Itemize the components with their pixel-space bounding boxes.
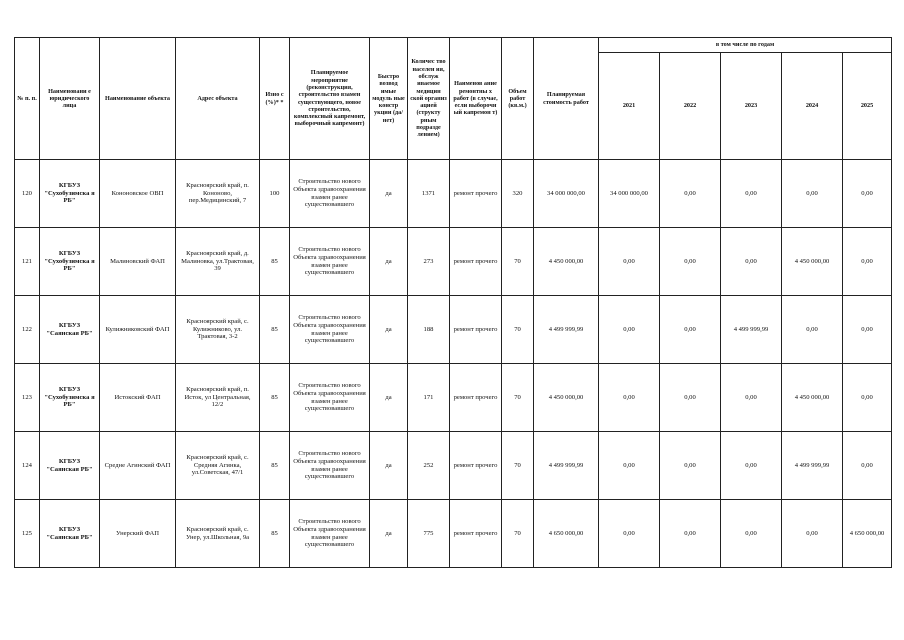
cell-2022: 0,00 [660, 160, 721, 228]
cell-address: Красноярский край, с. Кулижниково, ул. Трактовая, 3-2 [176, 296, 260, 364]
cell-2022: 0,00 [660, 432, 721, 500]
col-year-header: 2024 [782, 53, 843, 160]
cell-address: Красноярский край, п. Исток, ул Центральная, 12/2 [176, 364, 260, 432]
cell-planned: Строительство нового Объекта здравоохранения взамен ранее существовавшего [290, 500, 370, 568]
cell-cost: 4 499 999,99 [534, 296, 599, 364]
col-year-header: 2022 [660, 53, 721, 160]
cell-2025: 4 650 000,00 [843, 500, 892, 568]
cell-2024: 0,00 [782, 500, 843, 568]
cell-repair: ремонт прочего [450, 296, 502, 364]
cell-volume: 70 [502, 228, 534, 296]
cell-legal-entity: КГБУЗ "Сухобузимска я РБ" [40, 160, 100, 228]
cell-2025: 0,00 [843, 296, 892, 364]
cell-modular: да [370, 160, 408, 228]
cell-planned: Строительство нового Объекта здравоохранения взамен ранее существовавшего [290, 364, 370, 432]
cell-2022: 0,00 [660, 500, 721, 568]
cell-planned: Строительство нового Объекта здравоохранения взамен ранее существовавшего [290, 432, 370, 500]
cell-2024: 4 499 999,99 [782, 432, 843, 500]
cell-repair: ремонт прочего [450, 500, 502, 568]
col-year-header: 2021 [599, 53, 660, 160]
cell-object: Кулижниковский ФАП [100, 296, 176, 364]
cell-planned: Строительство нового Объекта здравоохранения взамен ранее существовавшего [290, 296, 370, 364]
cell-number: 123 [15, 364, 40, 432]
cell-population: 188 [408, 296, 450, 364]
table-row [15, 296, 892, 364]
cell-cost: 4 450 000,00 [534, 228, 599, 296]
col-cost-header: Планируемая стоимость работ [534, 38, 599, 160]
col-number-header: № п. п. [15, 38, 40, 160]
cell-repair: ремонт прочего [450, 228, 502, 296]
cell-2023: 0,00 [721, 364, 782, 432]
col-modular-header: Быстро возвод имые модуль ные констр укции (да/нет) [370, 38, 408, 160]
cell-wear: 85 [260, 296, 290, 364]
cell-number: 121 [15, 228, 40, 296]
cell-2021: 0,00 [599, 228, 660, 296]
cell-2021: 0,00 [599, 432, 660, 500]
cell-repair: ремонт прочего [450, 160, 502, 228]
cell-cost: 34 000 000,00 [534, 160, 599, 228]
table-body [15, 160, 892, 568]
table-row [15, 500, 892, 568]
col-population-header: Количес тво населен ия, обслуж иваемое медицин ской организ ацией (структу рным подразде лением) [408, 38, 450, 160]
cell-2022: 0,00 [660, 228, 721, 296]
col-volume-header: Объем работ (кв.м.) [502, 38, 534, 160]
cell-2024: 4 450 000,00 [782, 228, 843, 296]
cell-legal-entity: КГБУЗ "Сухобузимска я РБ" [40, 228, 100, 296]
cell-wear: 100 [260, 160, 290, 228]
table-header [15, 38, 892, 160]
cell-2023: 0,00 [721, 228, 782, 296]
cell-population: 252 [408, 432, 450, 500]
cell-volume: 70 [502, 296, 534, 364]
cell-modular: да [370, 500, 408, 568]
col-repair-type-header: Наименов ание ремонтны х работ (в случае, если выборочн ый капремон т) [450, 38, 502, 160]
table-row [15, 228, 892, 296]
cell-repair: ремонт прочего [450, 432, 502, 500]
cell-cost: 4 499 999,99 [534, 432, 599, 500]
cell-modular: да [370, 228, 408, 296]
cell-number: 120 [15, 160, 40, 228]
cell-wear: 85 [260, 364, 290, 432]
cell-2021: 0,00 [599, 364, 660, 432]
cell-2023: 0,00 [721, 432, 782, 500]
cell-wear: 85 [260, 432, 290, 500]
cell-2025: 0,00 [843, 228, 892, 296]
col-by-years-header: в том числе по годам [599, 38, 892, 53]
col-legal-entity-header: Наименовани е юридического лица [40, 38, 100, 160]
col-planned-header: Планируемое мероприятие (реконструкция, строительство взамен существующего, новое строительство, комплексный капремонт, выборочный капремонт) [290, 38, 370, 160]
cell-address: Красноярский край, д. Малиновка, ул.Трактовая, 39 [176, 228, 260, 296]
cell-2024: 0,00 [782, 296, 843, 364]
cell-2023: 4 499 999,99 [721, 296, 782, 364]
col-object-header: Наименование объекта [100, 38, 176, 160]
cell-planned: Строительство нового Объекта здравоохранения взамен ранее существовавшего [290, 160, 370, 228]
col-wear-header: Изно с (%)* * [260, 38, 290, 160]
cell-address: Красноярский край, с. Средняя Агинка, ул.Советская, 47/1 [176, 432, 260, 500]
col-address-header: Адрес объекта [176, 38, 260, 160]
cell-volume: 70 [502, 364, 534, 432]
cell-repair: ремонт прочего [450, 364, 502, 432]
cell-volume: 320 [502, 160, 534, 228]
cell-legal-entity: КГБУЗ "Саянская РБ" [40, 432, 100, 500]
cell-number: 125 [15, 500, 40, 568]
col-year-header: 2025 [843, 53, 892, 160]
cell-modular: да [370, 364, 408, 432]
cell-object: Истокский ФАП [100, 364, 176, 432]
cell-planned: Строительство нового Объекта здравоохранения взамен ранее существовавшего [290, 228, 370, 296]
cell-2025: 0,00 [843, 160, 892, 228]
cell-object: Кононовское ОВП [100, 160, 176, 228]
table-row [15, 432, 892, 500]
cell-2023: 0,00 [721, 160, 782, 228]
cell-address: Красноярский край, п. Кононово, пер.Медицинский, 7 [176, 160, 260, 228]
cell-object: Средне Агинский ФАП [100, 432, 176, 500]
cell-number: 122 [15, 296, 40, 364]
cell-wear: 85 [260, 228, 290, 296]
cell-cost: 4 650 000,00 [534, 500, 599, 568]
cell-2022: 0,00 [660, 296, 721, 364]
cell-2022: 0,00 [660, 364, 721, 432]
cell-volume: 70 [502, 500, 534, 568]
cell-population: 775 [408, 500, 450, 568]
cell-modular: да [370, 432, 408, 500]
cell-cost: 4 450 000,00 [534, 364, 599, 432]
table-row [15, 364, 892, 432]
cell-2021: 0,00 [599, 296, 660, 364]
cell-population: 1371 [408, 160, 450, 228]
investment-table [14, 37, 892, 568]
cell-2024: 0,00 [782, 160, 843, 228]
cell-legal-entity: КГБУЗ "Саянская РБ" [40, 500, 100, 568]
table-row [15, 160, 892, 228]
cell-modular: да [370, 296, 408, 364]
cell-population: 273 [408, 228, 450, 296]
cell-2025: 0,00 [843, 432, 892, 500]
cell-2021: 34 000 000,00 [599, 160, 660, 228]
cell-2021: 0,00 [599, 500, 660, 568]
cell-legal-entity: КГБУЗ "Сухобузимска я РБ" [40, 364, 100, 432]
cell-2024: 4 450 000,00 [782, 364, 843, 432]
cell-address: Красноярский край, с. Унер, ул.Школьная, 9а [176, 500, 260, 568]
col-year-header: 2023 [721, 53, 782, 160]
cell-population: 171 [408, 364, 450, 432]
cell-number: 124 [15, 432, 40, 500]
cell-2023: 0,00 [721, 500, 782, 568]
cell-object: Малиновский ФАП [100, 228, 176, 296]
cell-wear: 85 [260, 500, 290, 568]
cell-legal-entity: КГБУЗ "Саянская РБ" [40, 296, 100, 364]
cell-volume: 70 [502, 432, 534, 500]
cell-2025: 0,00 [843, 364, 892, 432]
cell-object: Унерский ФАП [100, 500, 176, 568]
